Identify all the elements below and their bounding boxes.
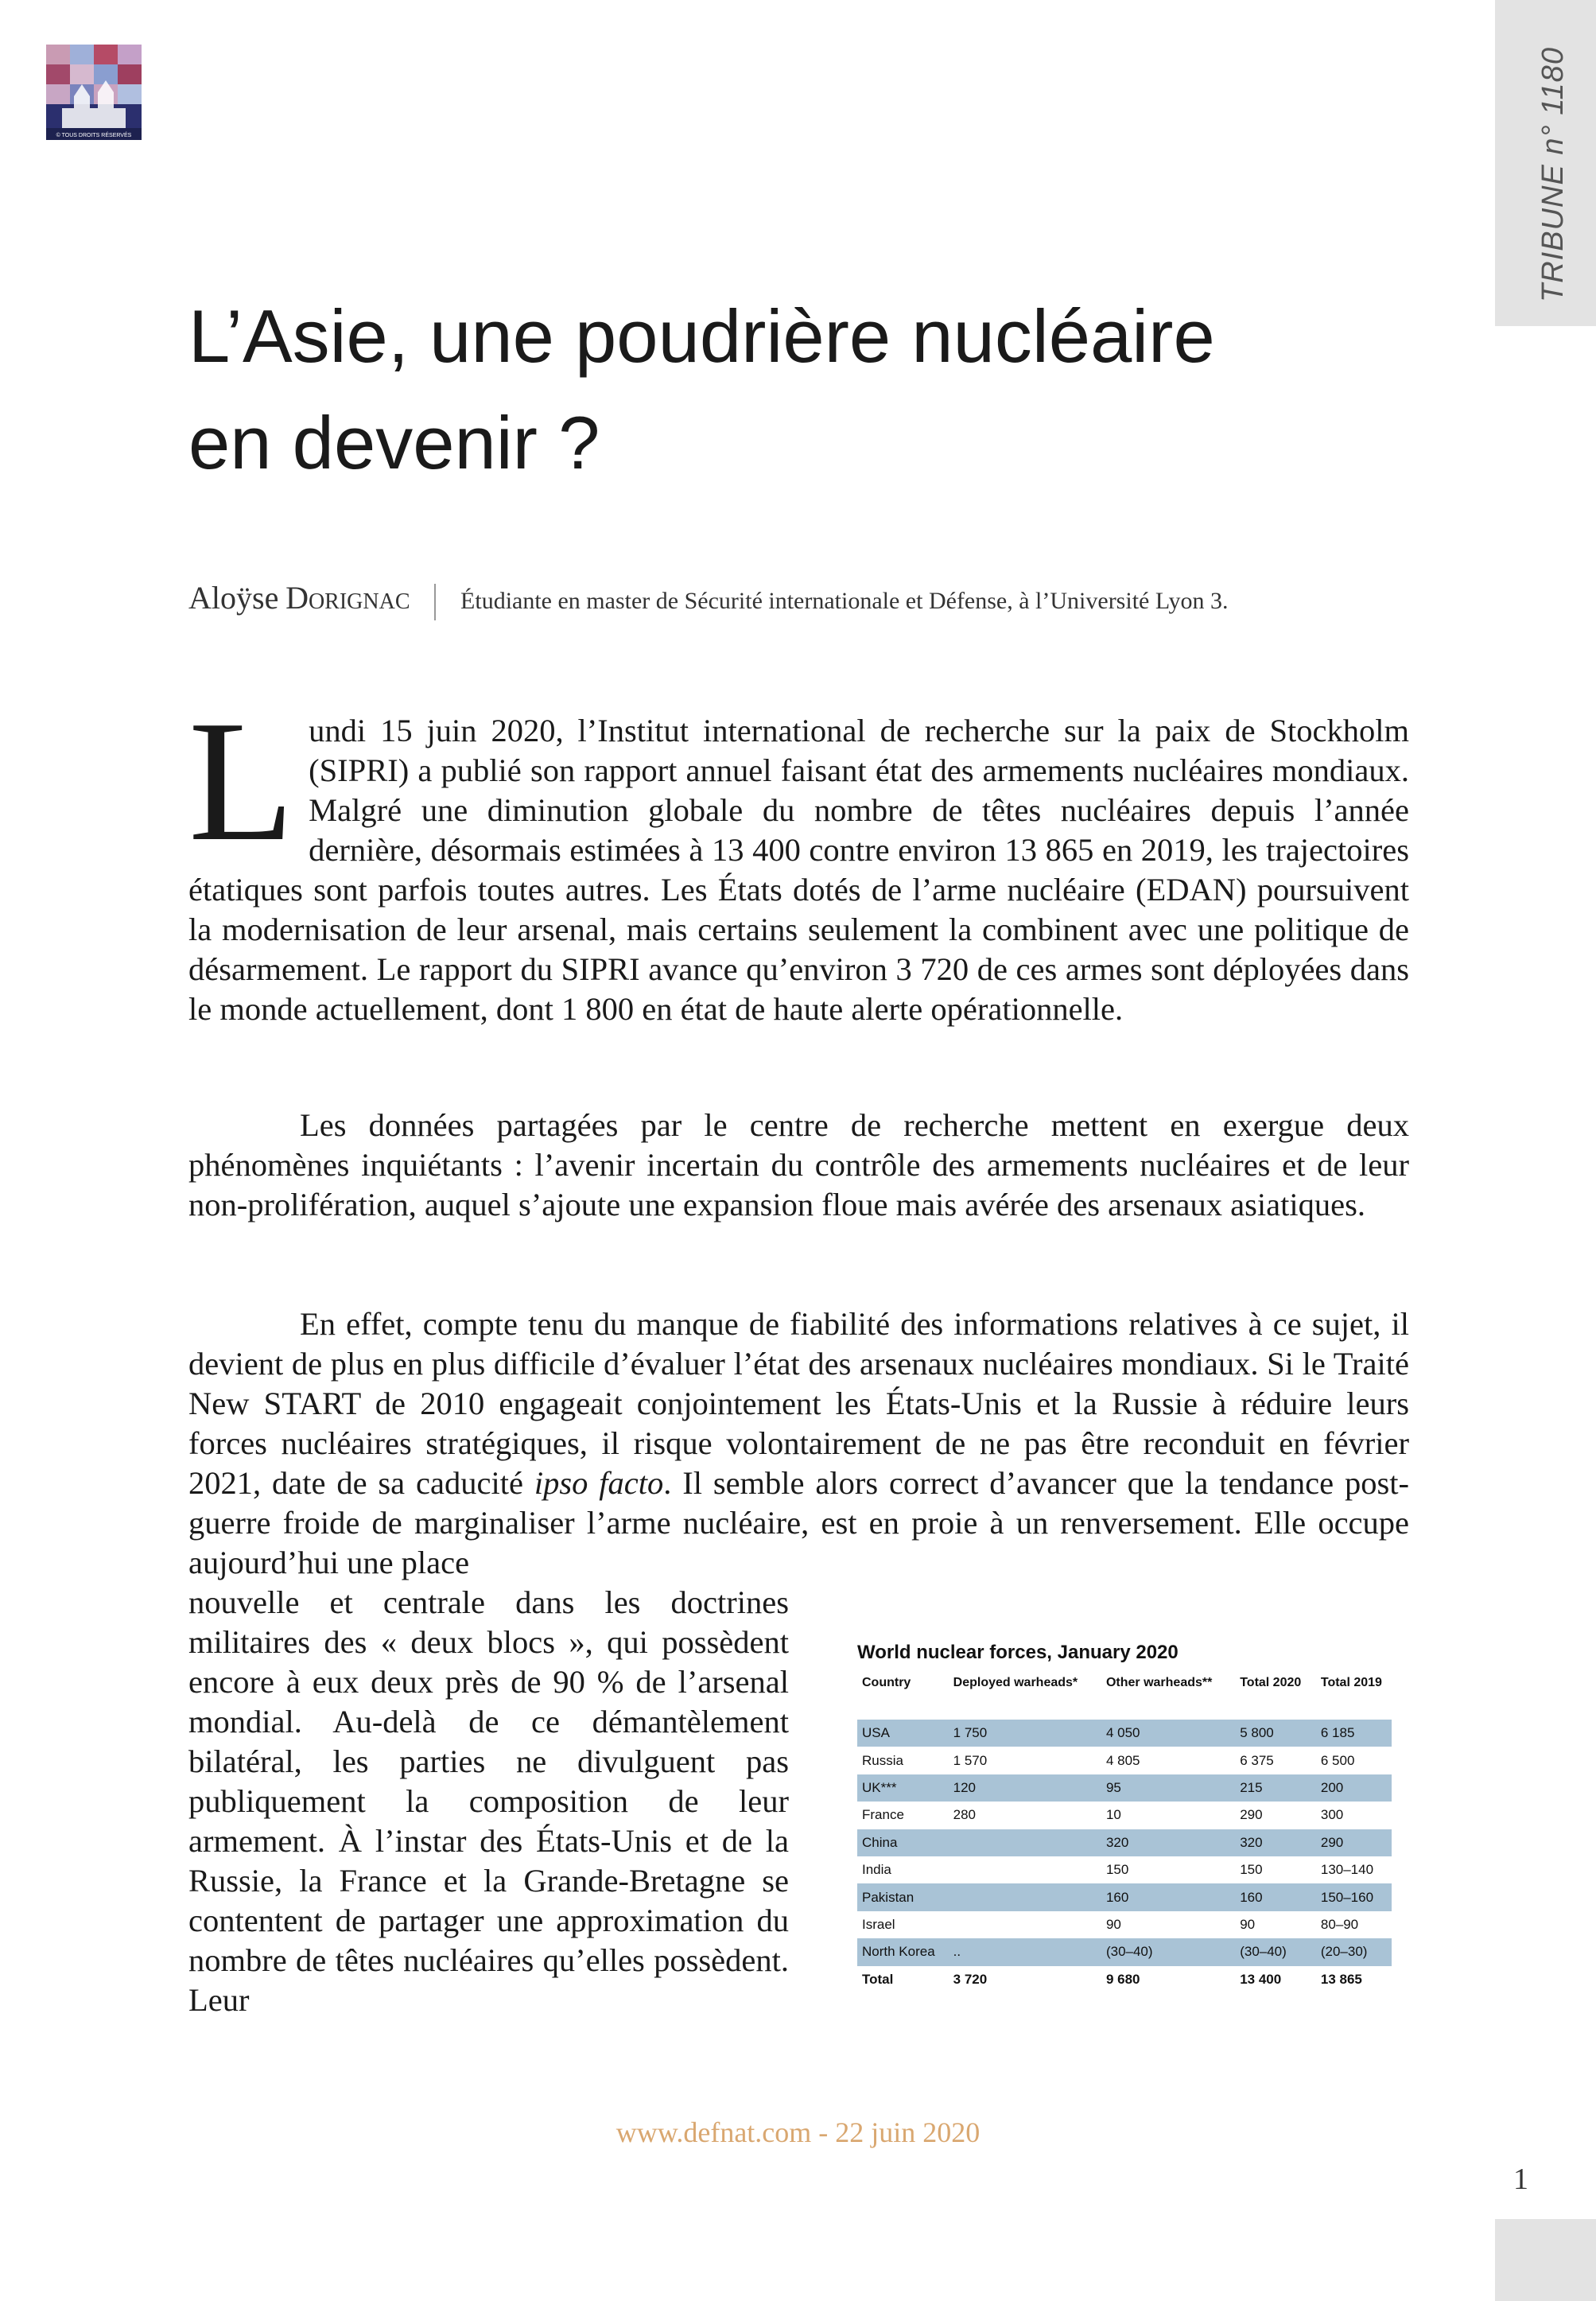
table-row	[857, 1720, 1392, 1747]
table-header-total-2019: Total 2019	[1320, 1676, 1382, 1689]
author-separator	[434, 584, 436, 620]
table-cell	[949, 1856, 1101, 1883]
table-cell: 90	[1105, 1916, 1121, 1932]
author-line	[188, 579, 1229, 620]
table-cell: 3 720	[953, 1971, 988, 1987]
table-cell: 4 805	[1105, 1752, 1140, 1768]
paragraph-3-text-b: . Il semble alors correct d’avancer que la tendance post-guerre froide de marginaliser l’arme nucléaire, est en proie à un renversement. Elle occupe aujourd’hui une place	[188, 1465, 1410, 1580]
table-cell: 150	[1240, 1862, 1263, 1878]
drop-cap: L	[188, 686, 295, 877]
table-cell: 290	[1240, 1807, 1263, 1823]
table-cell: 215	[1235, 1774, 1316, 1802]
table-cell: 200	[1316, 1774, 1392, 1802]
paragraph-3-text-a: En effet, compte tenu du manque de fiabilité des informations relatives à ce sujet, il devient de plus en plus difficile d’évaluer l’état des arsenaux nucléaires mondiaux. Si le Traité New START de 2010 engageait conjointement les États-Unis et la Russie à réduire leurs forces nucléaires stratégiques, il risque volontairement de ne pas être reconduit en février 2021, date de sa caducité	[188, 1306, 1409, 1501]
title-line-1: L’Asie, une poudrière nucléaire	[188, 294, 1215, 378]
table-cell: UK***	[857, 1774, 949, 1802]
tribune-number: TRIBUNE n° 1180	[1536, 47, 1570, 302]
paragraph-3-continued: nouvelle et centrale dans les doctrines militaires des « deux blocs », qui possèdent encore à eux deux près de 90 % de l’arsenal mondial. Au-delà de ce démantèlement bilatéral, les parties ne divulguent pas publiquement la composition de leur armement. À l’instar des États-Unis et de la Russie, la France et la Grande-Bretagne se contentent de partager une approximation du nombre de têtes nucléaires qu’elles possèdent. Leur	[188, 1584, 789, 2018]
table-cell: India	[862, 1862, 891, 1878]
table-header-deployed: Deployed warheads*	[953, 1676, 1078, 1689]
table-cell: Israel	[862, 1916, 895, 1932]
table-row	[857, 1856, 1392, 1883]
paragraph-3-italic: ipso facto	[534, 1465, 664, 1501]
defnat-logo-icon	[46, 45, 142, 140]
logo-caption: © TOUS DROITS RÉSERVÉS	[56, 133, 132, 138]
table-cell	[949, 1883, 1101, 1910]
nuclear-forces-table-figure	[857, 1642, 1398, 1993]
table-cell: 90	[1240, 1916, 1256, 1932]
table-cell: North Korea	[857, 1938, 949, 1965]
table-title: World nuclear forces, January 2020	[857, 1642, 1179, 1663]
author-first-name: Aloÿse	[188, 580, 279, 616]
table-cell: Pakistan	[857, 1883, 949, 1910]
table-cell: China	[857, 1829, 949, 1856]
table-cell: 6 500	[1320, 1752, 1355, 1768]
table-cell: 150	[1105, 1862, 1129, 1878]
table-cell: 9 680	[1105, 1971, 1140, 1987]
table-row	[857, 1938, 1392, 1965]
table-cell: (30–40)	[1101, 1938, 1235, 1965]
table-cell: USA	[857, 1720, 949, 1747]
table-cell	[949, 1829, 1101, 1856]
nuclear-forces-table	[857, 1669, 1392, 1993]
page-number: 1	[1513, 2163, 1528, 2196]
table-cell: 6 375	[1240, 1752, 1274, 1768]
paragraph-1-text: undi 15 juin 2020, l’Institut international de recherche sur la paix de Stockholm (SIPRI) a publié son rapport annuel faisant état des armements nucléaires mondiaux. Malgré une diminution globale du nombre de têtes nucléaires depuis l’année dernière, désormais estimées à 13 400 contre environ 13 865 en 2019, les trajectoires étatiques sont parfois toutes autres. Les États dotés de l’arme nucléaire (EDAN) poursuivent la modernisation de leur arsenal, mais certains seulement la combinent avec une politique de désarmement. Le rapport du SIPRI avance qu’environ 3 720 de ces armes sont déployées dans le monde actuellement, dont 1 800 en état de haute alerte opérationnelle.	[188, 713, 1409, 1027]
table-row-total	[857, 1966, 1392, 1993]
article-title	[188, 283, 1381, 496]
table-header-country: Country	[862, 1676, 911, 1689]
table-header-other: Other warheads**	[1105, 1676, 1213, 1689]
title-line-2: en devenir ?	[188, 401, 600, 484]
table-cell: 150–160	[1316, 1883, 1392, 1910]
table-row	[857, 1802, 1392, 1829]
table-cell: 13 400	[1240, 1971, 1282, 1987]
table-cell: ..	[949, 1938, 1101, 1965]
table-cell: 6 185	[1316, 1720, 1392, 1747]
table-row	[857, 1774, 1392, 1802]
table-cell: 5 800	[1235, 1720, 1316, 1747]
table-cell: France	[862, 1807, 904, 1823]
table-cell: 320	[1235, 1829, 1316, 1856]
table-cell: 4 050	[1101, 1720, 1235, 1747]
table-header-row	[857, 1669, 1392, 1720]
table-cell: 130–140	[1320, 1862, 1374, 1878]
table-cell: 300	[1320, 1807, 1344, 1823]
table-cell: 290	[1316, 1829, 1392, 1856]
author-last-name: Dorignac	[285, 580, 410, 616]
table-cell: Total	[862, 1971, 894, 1987]
table-cell: 160	[1101, 1883, 1235, 1910]
table-row	[857, 1883, 1392, 1910]
table-cell	[949, 1911, 1101, 1938]
table-header-total-2020: Total 2020	[1240, 1676, 1302, 1689]
table-cell: (30–40)	[1235, 1938, 1316, 1965]
footer-url-date: www.defnat.com - 22 juin 2020	[615, 2116, 981, 2148]
author-affiliation: Étudiante en master de Sécurité internationale et Défense, à l’Université Lyon 3.	[460, 588, 1229, 614]
paragraph-1	[188, 686, 1409, 1029]
table-cell: 1 750	[949, 1720, 1101, 1747]
table-cell: (20–30)	[1316, 1938, 1392, 1965]
table-cell: Russia	[862, 1752, 903, 1768]
table-row	[857, 1911, 1392, 1938]
table-cell: 10	[1105, 1807, 1121, 1823]
table-cell: 13 865	[1320, 1971, 1362, 1987]
table-cell: 160	[1235, 1883, 1316, 1910]
page-number-box	[1495, 2219, 1596, 2301]
table-cell: 95	[1101, 1774, 1235, 1802]
table-row	[857, 1829, 1392, 1856]
table-row	[857, 1747, 1392, 1774]
table-cell: 320	[1101, 1829, 1235, 1856]
paragraph-3	[188, 1304, 1409, 1583]
table-cell: 120	[949, 1774, 1101, 1802]
table-cell: 80–90	[1320, 1916, 1359, 1932]
table-cell: 280	[953, 1807, 977, 1823]
table-cell: 1 570	[953, 1752, 988, 1768]
paragraph-2: Les données partagées par le centre de recherche mettent en exergue deux phénomènes inquiétants : l’avenir incertain du contrôle des armements nucléaires et de leur non-prolifération, auquel s’ajoute une expansion floue mais avérée des arsenaux asiatiques.	[188, 1107, 1409, 1222]
